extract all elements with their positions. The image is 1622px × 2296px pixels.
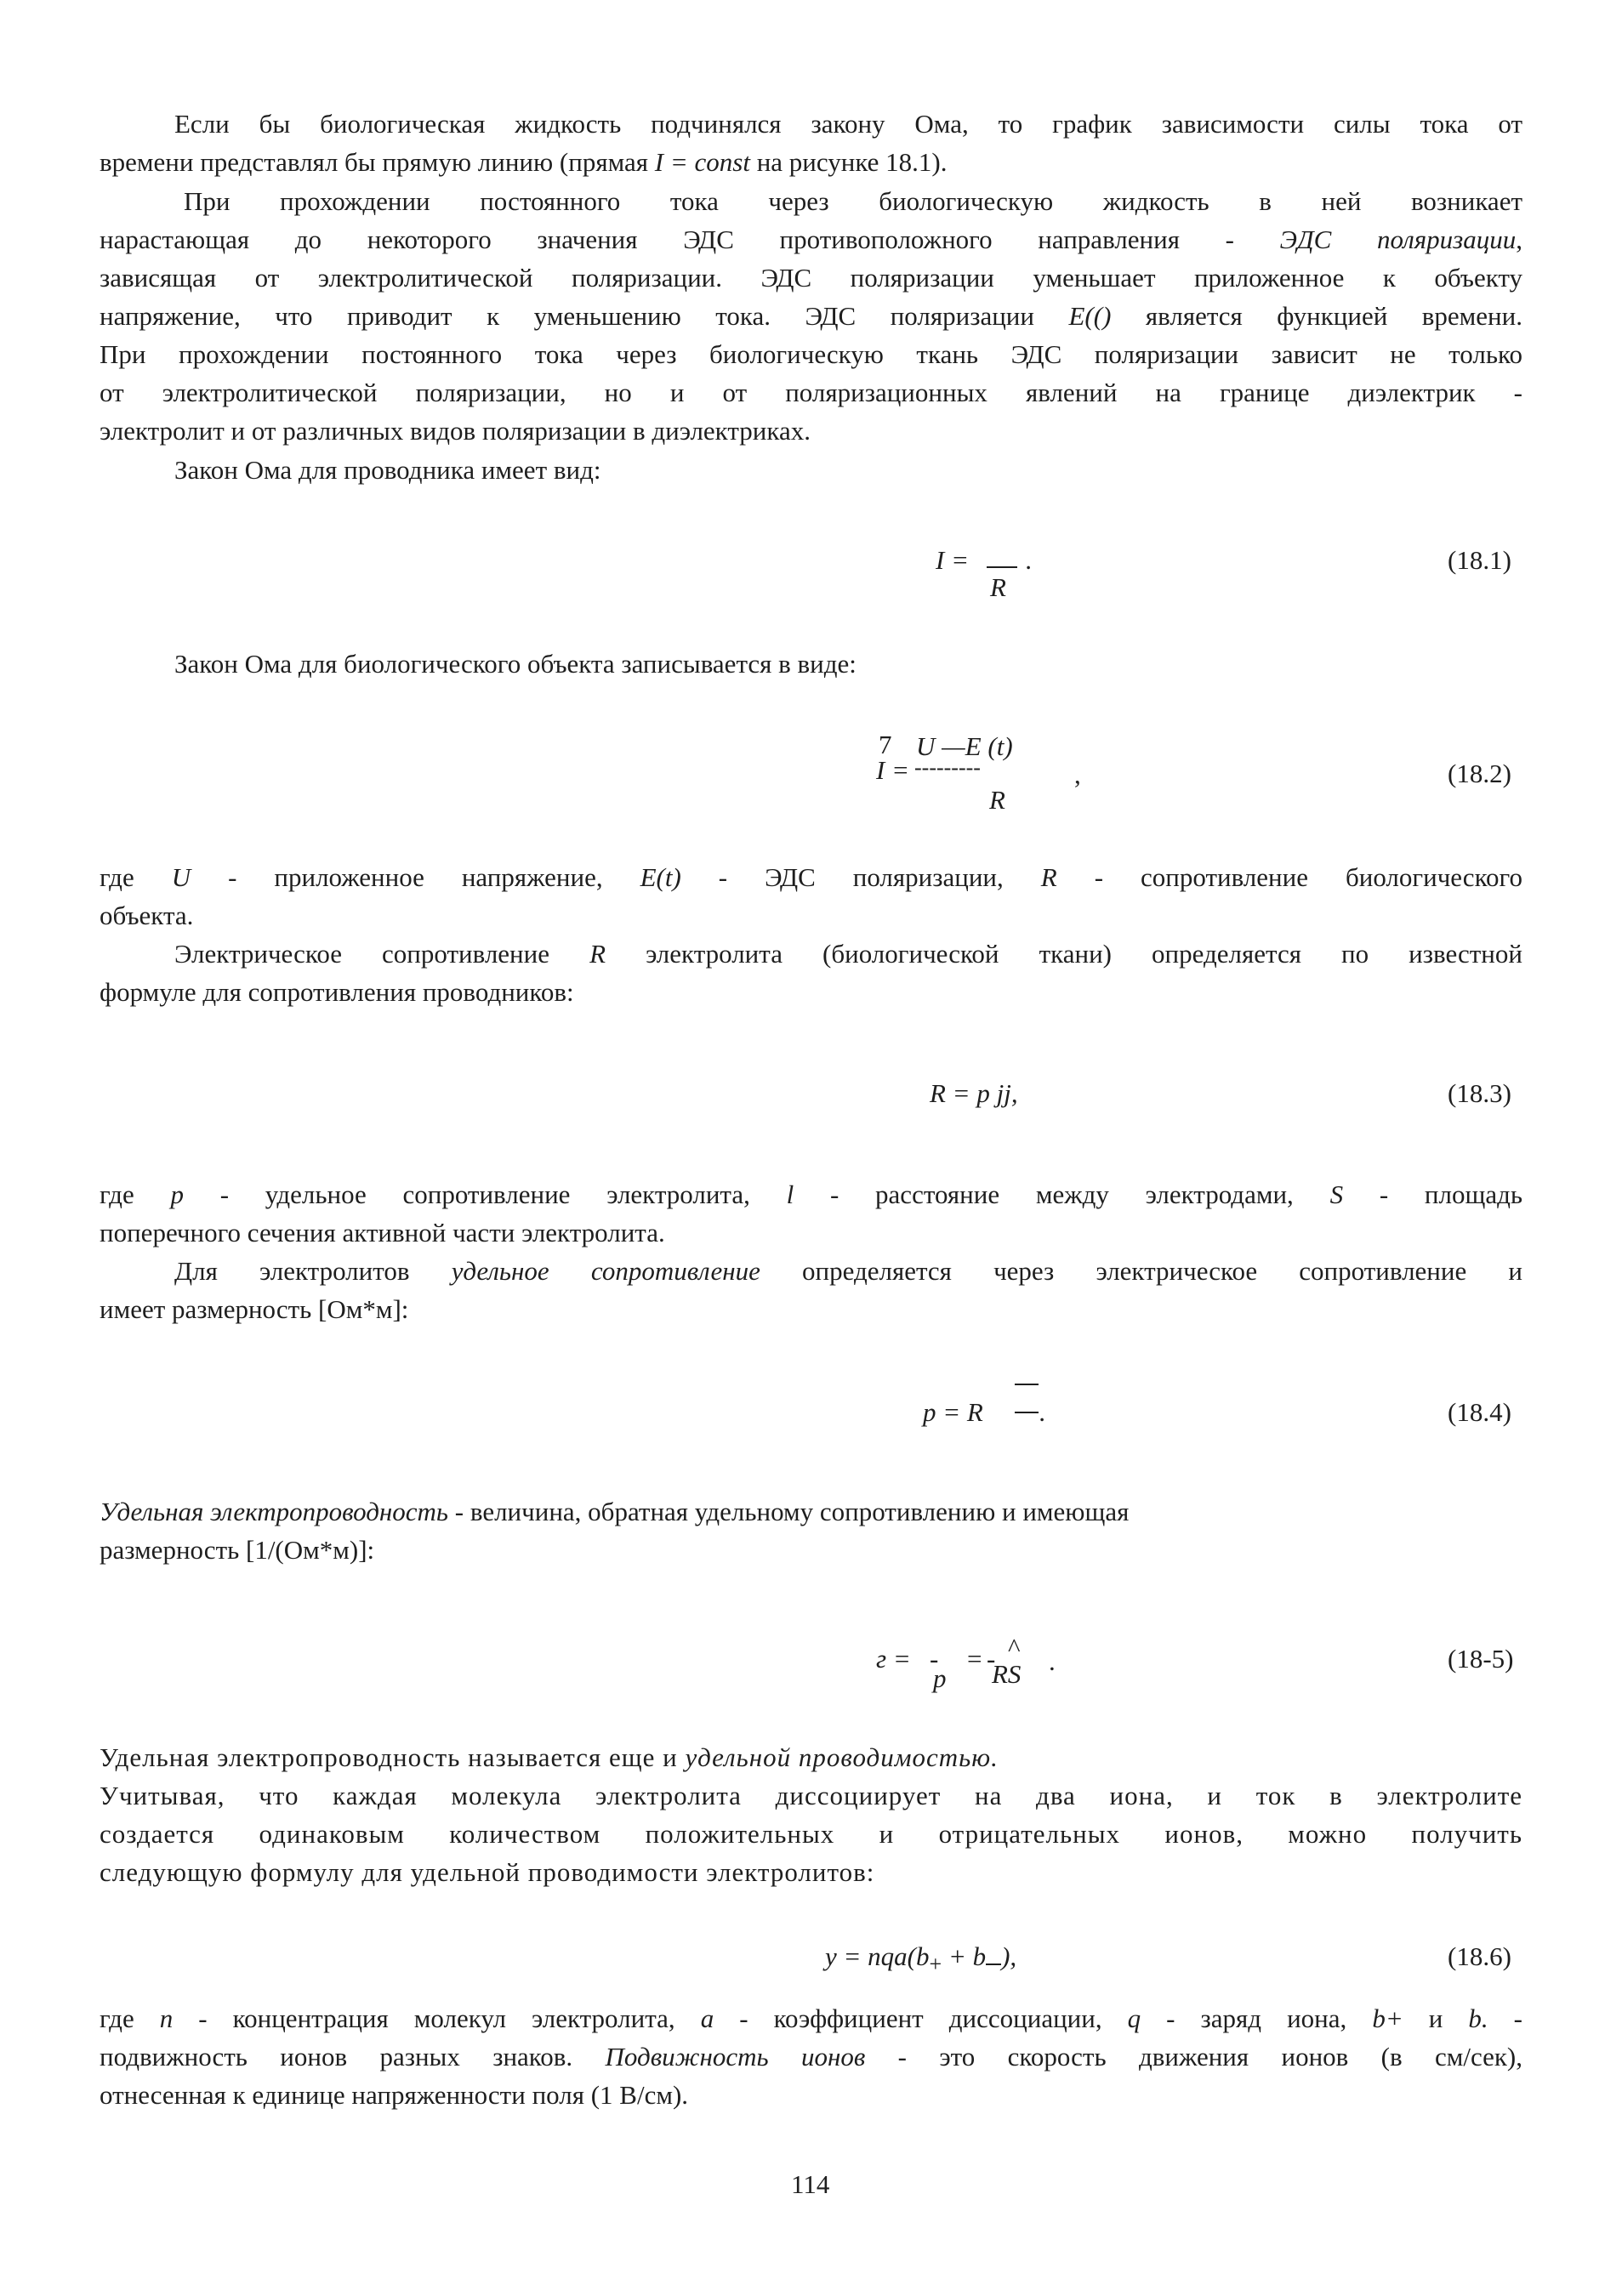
where3-line3: отнесенная к единице напряженности поля (1 В/см). — [100, 2080, 689, 2110]
equation-18-2-seven: 7 — [879, 730, 892, 759]
equation-18-5-den2: RS — [992, 1659, 1022, 1689]
equation-18-5-lhs: г = — [876, 1644, 911, 1674]
dissoc-line2: создается одинаковым количеством положительных и отрицательных ионов, можно получить — [100, 1819, 1522, 1849]
eq-part: ), — [1001, 1941, 1017, 1971]
var-q: q — [1127, 2003, 1141, 2033]
equation-number-18-3: (18.3) — [1448, 1078, 1511, 1108]
equation-18-4: p = R — [923, 1397, 983, 1427]
equation-number-18-1: (18.1) — [1448, 545, 1511, 575]
var-l: l — [786, 1179, 794, 1209]
bio-intro: Закон Ома для биологического объекта записывается в виде: — [174, 649, 857, 679]
var-R: R — [1040, 862, 1057, 892]
text-run: подвижность ионов разных знаков. — [100, 2042, 606, 2072]
equation-18-1-tail: . — [1026, 545, 1033, 575]
para2-line4 — [100, 303, 1522, 329]
equation-18-5-caret: ^ — [1008, 1633, 1021, 1662]
text-run: электролита (биологической ткани) определяется по известной — [606, 939, 1522, 969]
equation-18-4-tail: . — [1039, 1397, 1046, 1427]
equation-18-3: R = p jj, — [930, 1078, 1018, 1108]
emphasis-term: удельной проводимостью. — [685, 1742, 999, 1772]
para2-line5: При прохождении постоянного тока через биологическую ткань ЭДС поляризации зависит не только — [100, 339, 1522, 369]
text-run: - сопротивление биологического — [1056, 862, 1523, 892]
equation-18-5-den1: p — [933, 1663, 947, 1693]
equation-18-5-minus2: - — [987, 1644, 996, 1674]
var-b-plus: b+ — [1372, 2003, 1403, 2033]
para2-line2 — [100, 226, 1522, 253]
text-run: Электрическое сопротивление — [174, 939, 590, 969]
text-run: Для электролитов — [174, 1256, 452, 1286]
resist-line1 — [174, 941, 1522, 967]
dissoc-line3: следующую формулу для удельной проводимости электролитов: — [100, 1857, 875, 1887]
emphasis-term: Удельная электропроводность — [100, 1497, 449, 1526]
equation-18-6 — [825, 1943, 1016, 1975]
text-run: - площадь — [1343, 1179, 1522, 1209]
page-number: 114 — [791, 2169, 830, 2199]
text-run: - удельное сопротивление электролита, — [183, 1179, 787, 1209]
where3-line1 — [100, 2005, 1522, 2032]
where2-line1 — [100, 1181, 1522, 1208]
eq-subscript-minus — [986, 1964, 1001, 1965]
equation-18-2-den: R — [989, 785, 1005, 815]
text-run: - коэффициент диссоциации, — [714, 2003, 1128, 2033]
equation-number-18-2: (18.2) — [1448, 759, 1511, 788]
also-line — [100, 1744, 999, 1770]
where2-line2: поперечного сечения активной части электролита. — [100, 1218, 665, 1247]
var-U: U — [171, 862, 191, 892]
var-S: S — [1329, 1179, 1344, 1209]
equation-18-4-bar — [1015, 1412, 1039, 1413]
text-run: - заряд иона, — [1141, 2003, 1373, 2033]
var-n: n — [159, 2003, 174, 2033]
text-run: Удельная электропроводность называется еще и — [100, 1742, 686, 1772]
equation-18-5-tail: . — [1049, 1646, 1056, 1676]
spec-resist-line2: имеет размерность [Ом*м]: — [100, 1294, 409, 1324]
text-run: - расстояние между электродами, — [794, 1179, 1330, 1209]
para2-line7: электролит и от различных видов поляризации в диэлектриках. — [100, 416, 811, 446]
resist-line2: формуле для сопротивления проводников: — [100, 977, 574, 1007]
equation-number-18-5: (18-5) — [1448, 1644, 1514, 1674]
equation-18-1-lhs: I = — [936, 545, 969, 575]
text-run: - величина, обратная удельному сопротивлению и имеющая — [448, 1497, 1130, 1526]
text-run: напряжение, что приводит к уменьшению тока. ЭДС поляризации — [100, 301, 1069, 331]
where1-line2: объекта. — [100, 901, 194, 930]
var-p: p — [170, 1179, 184, 1209]
equation-18-5-minus1: - — [930, 1644, 939, 1674]
para2-line1: При прохождении постоянного тока через биологическую жидкость в ней возникает — [184, 186, 1522, 216]
eq-subscript-plus: + — [929, 1952, 942, 1977]
equation-18-1-den: R — [990, 572, 1006, 602]
var-b-minus: b. — [1468, 2003, 1488, 2033]
text-run: нарастающая до некоторого значения ЭДС противоположного направления - — [100, 224, 1280, 254]
var-alpha: a — [700, 2003, 714, 2033]
ohm-intro: Закон Ома для проводника имеет вид: — [174, 455, 601, 485]
text-run: является функцией времени. — [1111, 301, 1522, 331]
text-run: и — [1403, 2003, 1469, 2033]
text-run: на рисунке 18.1). — [749, 147, 948, 177]
spec-cond-line2: размерность [1/(Ом*м)]: — [100, 1535, 375, 1565]
text-run: - — [1488, 2003, 1522, 2033]
text-run: , — [1516, 224, 1522, 254]
equation-number-18-6: (18.6) — [1448, 1941, 1511, 1971]
emphasis-term: Подвижность ионов — [605, 2042, 866, 2072]
where1-line1 — [100, 864, 1522, 890]
var-Et: E(t) — [640, 862, 681, 892]
equation-18-2-top: U —E (t) — [916, 731, 1013, 761]
para2-line6: от электролитической поляризации, но и от поляризационных явлений на границе диэлектрик - — [100, 378, 1522, 407]
var-R: R — [589, 939, 606, 969]
text-run: - концентрация молекул электролита, — [173, 2003, 701, 2033]
para2-line3: зависящая от электролитической поляризации. ЭДС поляризации уменьшает приложенное к объекту — [100, 263, 1522, 293]
emphasis-term: удельное сопротивление — [451, 1256, 760, 1286]
para1-line2 — [100, 149, 947, 175]
emphasis-term: ЭДС поляризации — [1279, 224, 1517, 254]
text-run: где — [100, 862, 172, 892]
text-run: определяется через электрическое сопротивление и — [760, 1256, 1522, 1286]
inline-formula: I = const — [654, 147, 750, 177]
text-run: - это скорость движения ионов (в см/сек), — [865, 2042, 1522, 2072]
equation-18-5-eq: = — [967, 1644, 982, 1674]
text-run: где — [100, 1179, 171, 1209]
eq-part: + b — [942, 1941, 987, 1971]
equation-18-2-tail: , — [1074, 759, 1081, 789]
equation-18-2-dashes: --------- — [914, 755, 981, 780]
text-run: где — [100, 2003, 160, 2033]
equation-18-4-bar-top — [1015, 1384, 1039, 1385]
inline-formula: E(() — [1068, 301, 1112, 331]
equation-18-1-bar — [987, 566, 1017, 568]
text-run: - ЭДС поляризации, — [680, 862, 1041, 892]
spec-cond-line1 — [100, 1498, 1129, 1525]
para1-line1: Если бы биологическая жидкость подчинялся закону Ома, то график зависимости силы тока от — [174, 109, 1522, 139]
dissoc-line1: Учитывая, что каждая молекула электролита диссоциирует на два иона, и ток в электролите — [100, 1781, 1522, 1810]
text-run: времени представлял бы прямую линию (прямая — [100, 147, 655, 177]
equation-number-18-4: (18.4) — [1448, 1397, 1511, 1427]
spec-resist-line1 — [174, 1258, 1522, 1284]
equation-18-2-lhs: I = — [876, 755, 909, 785]
text-run: - приложенное напряжение, — [191, 862, 640, 892]
where3-line2 — [100, 2043, 1522, 2070]
eq-part: y = nqa(b — [825, 1941, 930, 1971]
